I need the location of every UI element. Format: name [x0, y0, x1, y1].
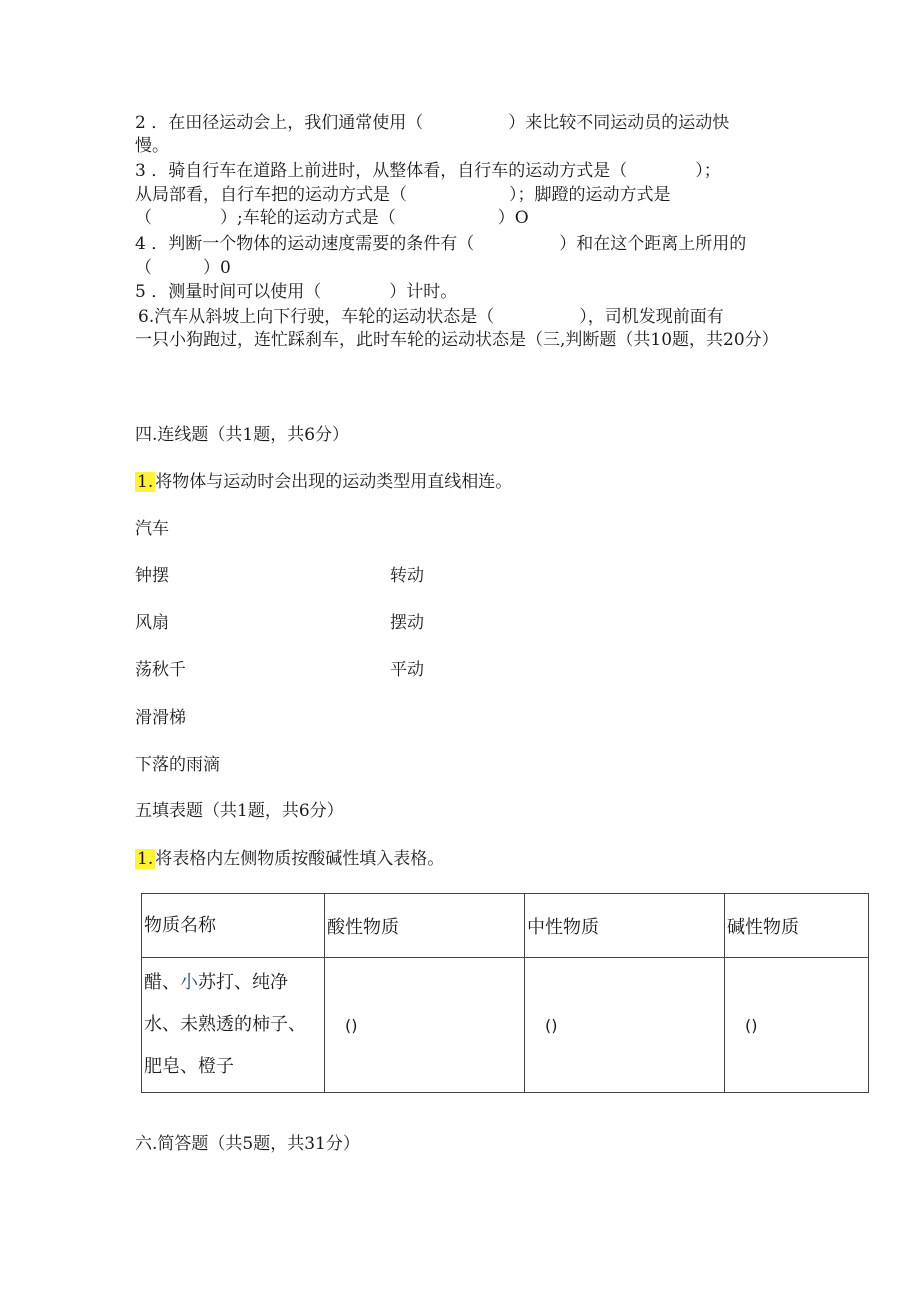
question-number-highlight: 1.: [137, 849, 154, 869]
acid-base-table: [141, 893, 869, 1093]
question-5-line-1: 5 ．测量时间可以使用（ ）计时。: [135, 282, 458, 302]
object-item: 下落的雨滴: [135, 755, 220, 775]
object-item: 风扇: [135, 613, 169, 633]
question-number-highlight: 1.: [137, 472, 154, 492]
section-4-question-text: 将物体与运动时会出现的运动类型用直线相连。: [155, 472, 513, 492]
substance-text: 苏打、纯净水、未熟透的柿子、肥皂、橙子: [144, 972, 306, 1077]
question-2-line-1: 2 ．在田径运动会上，我们通常使用（ ）来比较不同运动员的运动快: [135, 113, 730, 133]
table-header-cell: 中性物质: [525, 894, 725, 958]
substance-list-cell: [142, 958, 325, 1093]
question-2-line-2: 慢。: [135, 136, 169, 156]
section-5-question: [135, 848, 444, 870]
section-5-question-text: 将表格内左侧物质按酸碱性填入表格。: [155, 849, 445, 869]
answer-blank-base[interactable]: (): [725, 958, 869, 1093]
object-item: 滑滑梯: [135, 708, 186, 728]
question-4-line-1: 4 ．判断一个物体的运动速度需要的条件有（ ）和在这个距离上所用的: [135, 234, 747, 254]
substance-text: 醋、: [144, 972, 180, 993]
section-6-heading: 六.简答题（共5题，共31分）: [135, 1134, 360, 1154]
answer-blank-neutral[interactable]: (): [525, 958, 725, 1093]
motion-type-item: 平动: [390, 660, 424, 680]
section-5-heading: 五填表题（共1题，共6分）: [135, 801, 344, 821]
table-header-cell: 物质名称: [142, 894, 325, 958]
table-row: [142, 958, 869, 1093]
object-item: 钟摆: [135, 566, 169, 586]
question-4-line-2: （ ）0: [135, 258, 231, 278]
section-4-question: [135, 471, 512, 493]
question-3-line-3: （ ）;车轮的运动方式是（ ）O: [135, 208, 529, 228]
question-6-line-2: 一只小狗跑过，连忙踩刹车，此时车轮的运动状态是（三,判断题（共10题，共20分）: [135, 330, 779, 350]
table-header-cell: 碱性物质: [725, 894, 869, 958]
section-4-heading: 四.连线题（共1题，共6分）: [135, 425, 350, 445]
object-item: 荡秋千: [135, 660, 186, 680]
table-header-cell: 酸性物质: [325, 894, 525, 958]
motion-type-item: 摆动: [390, 613, 424, 633]
motion-type-item: 转动: [390, 566, 424, 586]
question-6-line-1: 6.汽车从斜坡上向下行驶，车轮的运动状态是（ ），司机发现前面有: [138, 307, 724, 327]
question-3-line-1: 3 ．骑自行车在道路上前进时，从整体看，自行车的运动方式是（ ）；: [135, 161, 721, 181]
object-item: 汽车: [135, 519, 169, 539]
answer-blank-acid[interactable]: (): [325, 958, 525, 1093]
question-3-line-2: 从局部看，自行车把的运动方式是（ ）；脚蹬的运动方式是: [135, 185, 671, 205]
table-header-row: [142, 894, 869, 958]
substance-text-highlight: 小: [180, 972, 198, 993]
